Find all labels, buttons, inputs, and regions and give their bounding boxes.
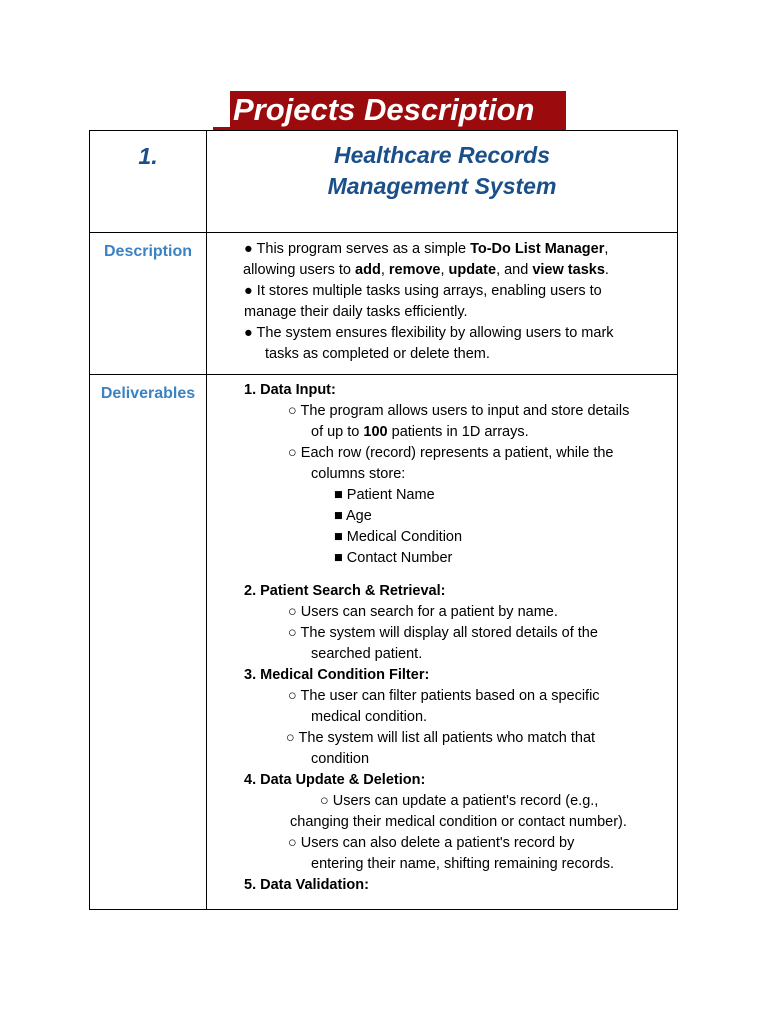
description-bullet-3-cont: tasks as completed or delete them. <box>265 346 490 362</box>
description-bullet-2: ● It stores multiple tasks using arrays, enabling users to <box>244 283 602 299</box>
deliverable-5-heading: 5. Data Validation: <box>244 877 369 893</box>
project-title <box>207 131 678 233</box>
deliverable-2-item-2: ○ The system will display all stored details of the <box>288 625 598 641</box>
deliverable-1-heading: 1. Data Input: <box>244 382 336 398</box>
deliverable-1-item-1-cont: of up to 100 patients in 1D arrays. <box>311 424 529 440</box>
deliverable-4-item-1-cont: changing their medical condition or contact number). <box>290 814 627 830</box>
deliverable-3-item-2-cont: condition <box>311 751 370 767</box>
description-bullet-1-cont: allowing users to add, remove, update, and view tasks. <box>243 262 609 278</box>
description-row <box>90 233 678 375</box>
deliverable-3-heading: 3. Medical Condition Filter: <box>244 667 430 683</box>
deliverable-4-item-2: ○ Users can also delete a patient's record by <box>288 835 575 851</box>
project-header-row <box>90 131 678 233</box>
description-bullet-1: ● This program serves as a simple To-Do List Manager, <box>244 241 609 257</box>
deliverable-2-item-2-cont: searched patient. <box>311 646 423 662</box>
deliverable-3-item-1: ○ The user can filter patients based on a specific <box>288 688 600 704</box>
description-label: Description <box>90 233 207 375</box>
page-title: Projects Description <box>233 92 535 127</box>
project-table <box>89 130 678 910</box>
deliverable-3-item-2: ○ The system will list all patients who match that <box>286 730 596 746</box>
deliverable-2-heading: 2. Patient Search & Retrieval: <box>244 583 446 599</box>
deliverable-2-item-1: ○ Users can search for a patient by name. <box>288 604 558 620</box>
description-bullet-3: ● The system ensures flexibility by allowing users to mark <box>244 325 614 341</box>
page-title-banner <box>213 91 566 130</box>
deliverable-1-item-1: ○ The program allows users to input and store details <box>288 403 630 419</box>
field-medical-condition: ■ Medical Condition <box>334 529 463 545</box>
deliverable-3-item-1-cont: medical condition. <box>311 709 428 725</box>
deliverable-4-item-1: ○ Users can update a patient's record (e.g., <box>320 793 599 809</box>
deliverables-content <box>207 375 678 910</box>
project-number: 1. <box>90 131 207 233</box>
deliverable-4-item-2-cont: entering their name, shifting remaining records. <box>311 856 615 872</box>
project-title-line2: Management System <box>327 173 557 199</box>
field-patient-name: ■ Patient Name <box>334 487 435 503</box>
deliverables-row <box>90 375 678 910</box>
section-gap <box>244 569 669 581</box>
deliverable-4-heading: 4. Data Update & Deletion: <box>244 772 426 788</box>
deliverable-1-item-2-cont: columns store: <box>311 466 406 482</box>
description-content <box>207 233 678 375</box>
field-age: ■ Age <box>334 508 372 524</box>
deliverables-label: Deliverables <box>90 375 207 910</box>
deliverable-1-item-2: ○ Each row (record) represents a patient, while the <box>288 445 614 461</box>
field-contact-number: ■ Contact Number <box>334 550 453 566</box>
description-bullet-2-cont: manage their daily tasks efficiently. <box>244 304 468 320</box>
project-title-line1: Healthcare Records <box>333 142 551 168</box>
